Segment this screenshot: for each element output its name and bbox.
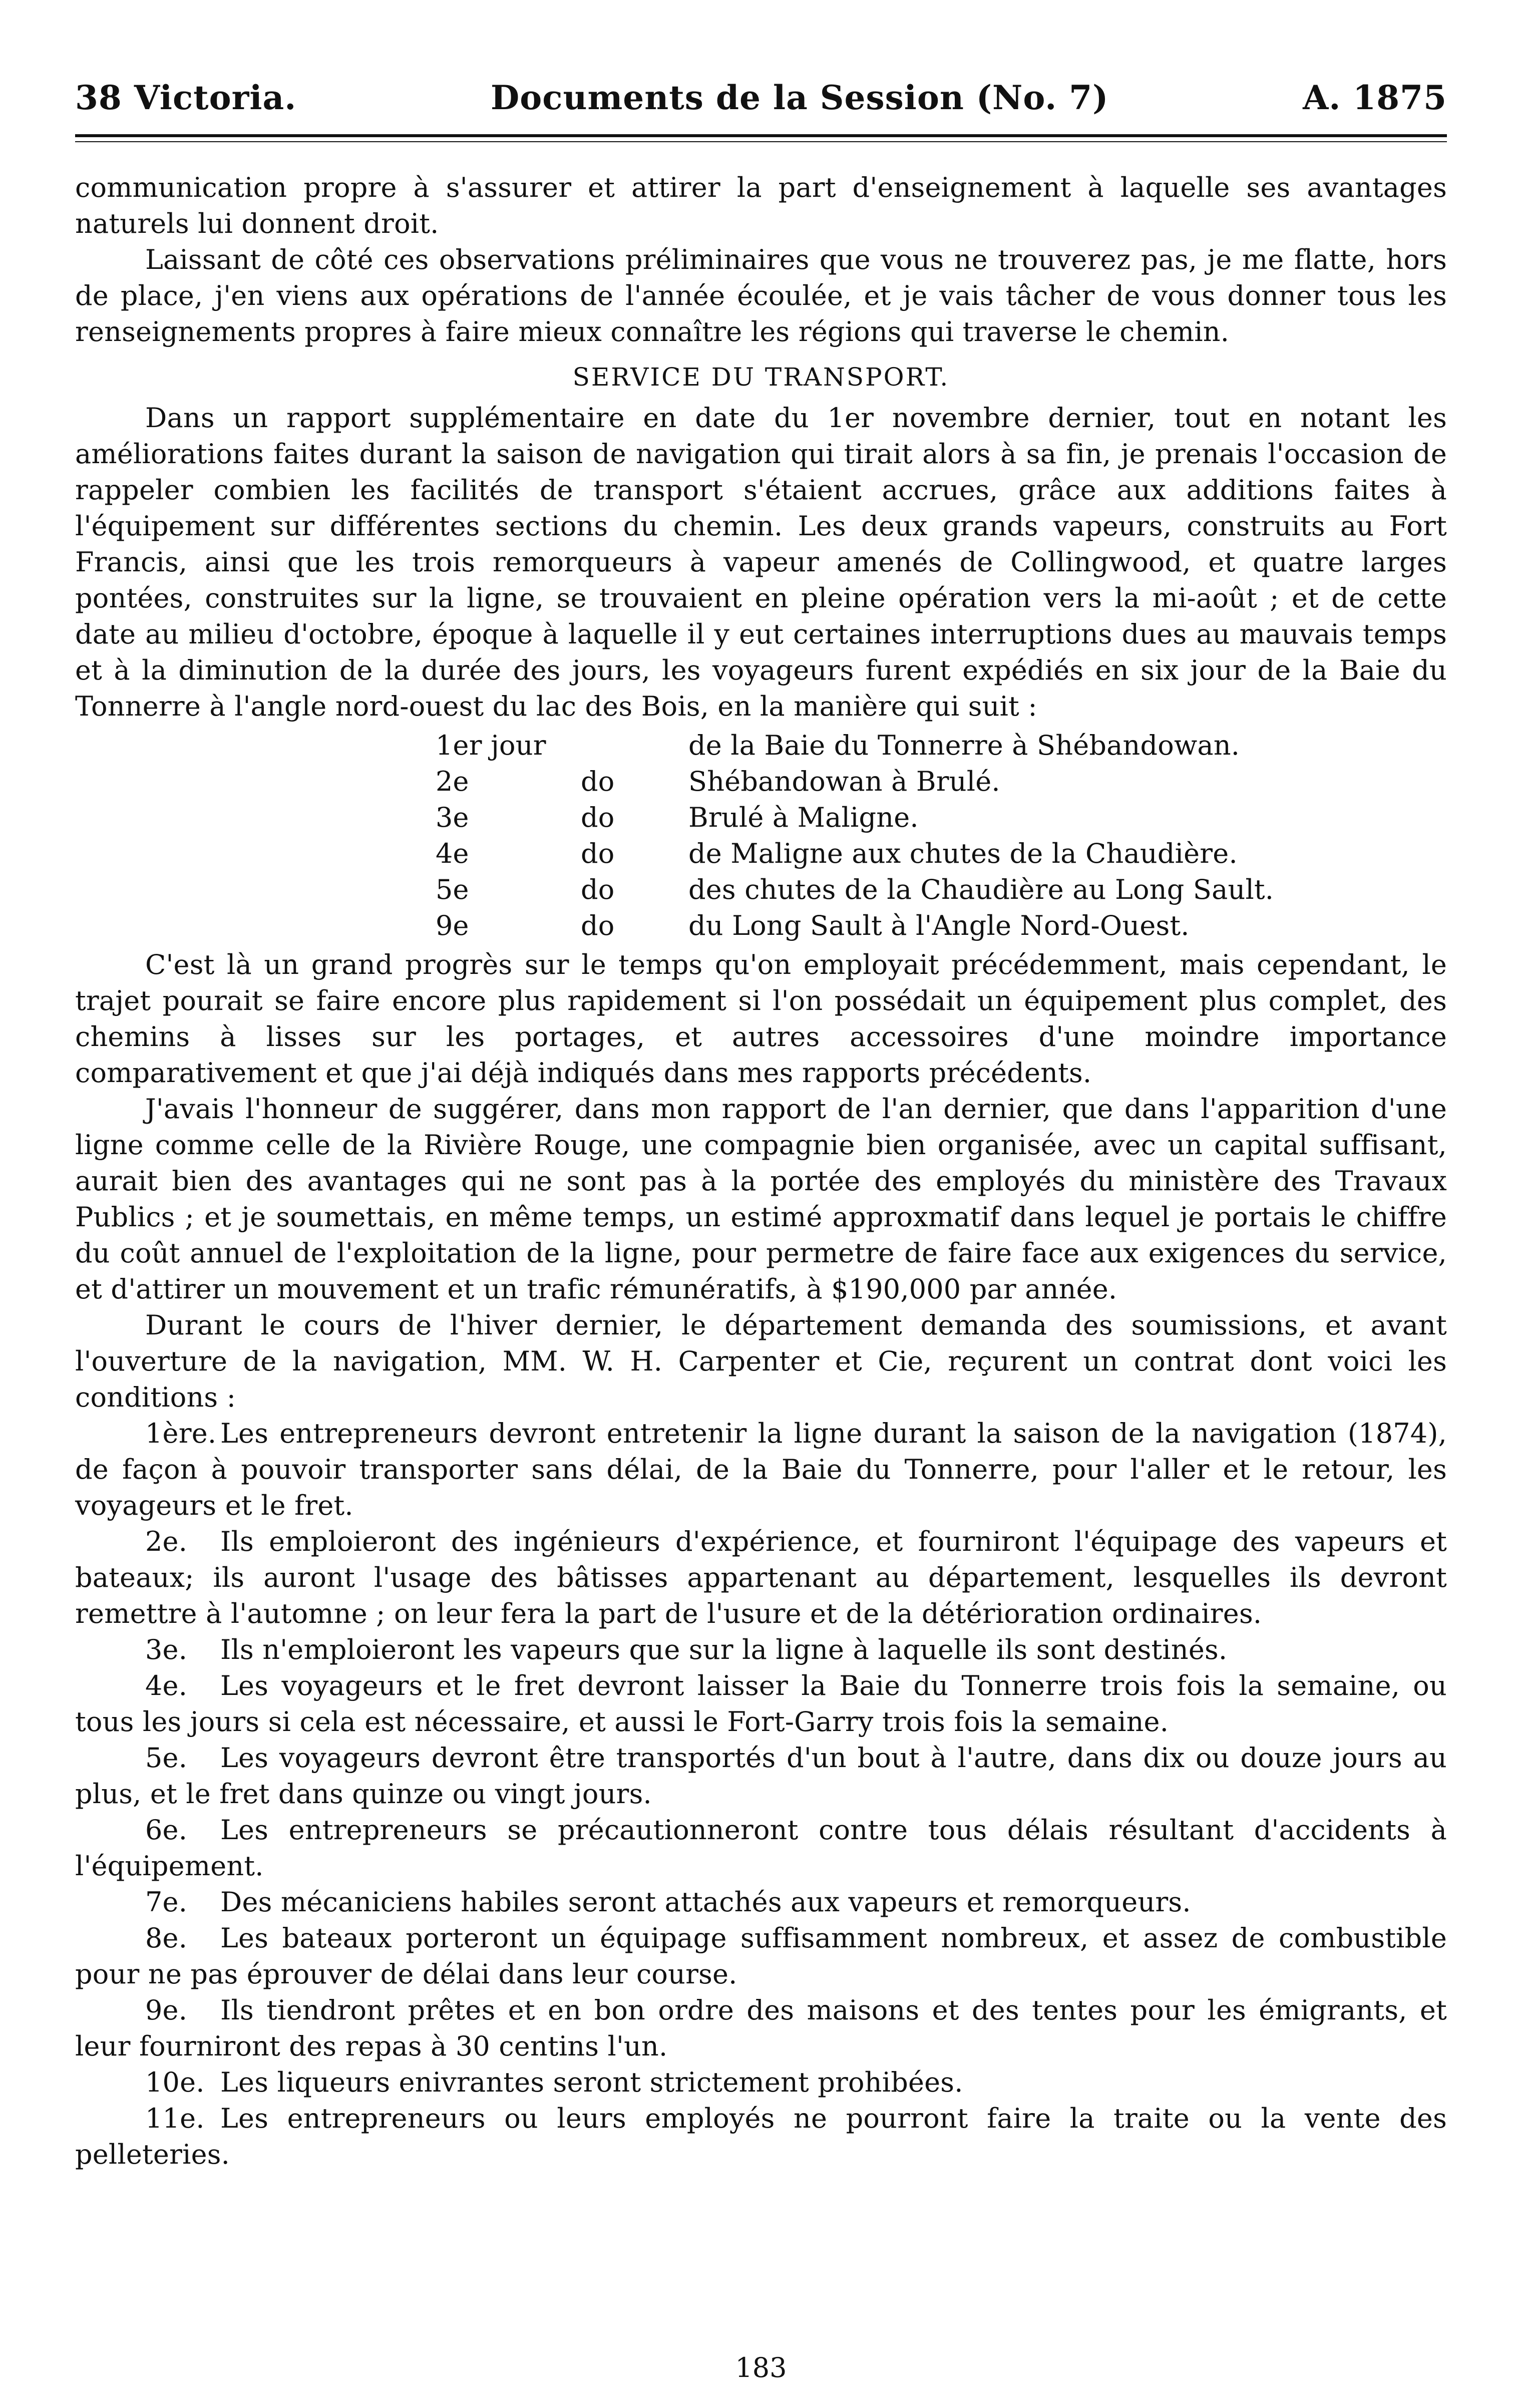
condition-text: Ils emploieront des ingénieurs d'expérience, et fourniront l'équipage des vapeurs et bateaux; ils auront l'usage des bâtisses appartenant au département, lesquelles ils devront remettre à l'automne ; on leur fera la part de l'usure et de la détérioration ordinaires. — [75, 1526, 1447, 1629]
itinerary-row — [75, 836, 1447, 872]
itinerary-ditto: do — [581, 838, 615, 869]
condition-number: 9e. — [145, 1994, 188, 2026]
running-header — [75, 75, 1447, 125]
itinerary-row — [75, 728, 1447, 764]
paragraph: communication propre à s'assurer et attirer la part d'enseignement à laquelle ses avantages naturels lui donnent droit. — [75, 172, 1447, 239]
itinerary-ditto: do — [581, 766, 615, 797]
paragraph: Dans un rapport supplémentaire en date du 1er novembre dernier, tout en notant les améliorations faites durant la saison de navigation qui tirait alors à sa fin, je prenais l'occasion de rappeler combien les facilités de transport s'étaient accrues, grâce aux additions faites à l'équipement sur différentes sections du chemin. Les deux grands vapeurs, construits au Fort Francis, ainsi que les trois remorqueurs à vapeur amenés de Collingwood, et quatre larges pontées, construites sur la ligne, se trouvaient en pleine opération vers la mi-août ; et de cette date au milieu d'octobre, époque à laquelle il y eut certaines interruptions dues au mauvais temps et à la diminution de la durée des jours, les voyageurs furent expédiés en six jour de la Baie du Tonnerre à l'angle nord-ouest du lac des Bois, en la manière qui suit : — [75, 402, 1447, 722]
paragraph: C'est là un grand progrès sur le temps qu'on employait précédemment, mais cependant, le trajet pourait se faire encore plus rapidement si l'on possédait un équipement plus complet, des chemins à lisses sur les portages, et autres accessoires d'une moindre importance comparativement et que j'ai déjà indiqués dans mes rapports précédents. — [75, 949, 1447, 1089]
page-number: 183 — [735, 2352, 787, 2383]
itinerary-ditto — [581, 728, 688, 764]
itinerary-route: des chutes de la Chaudière au Long Sault. — [688, 874, 1274, 905]
itinerary-day: 4e — [436, 838, 469, 869]
condition-number: 11e. — [145, 2103, 205, 2134]
itinerary-route: Shébandowan à Brulé. — [688, 766, 1000, 797]
condition-text: Ils tiendront prêtes et en bon ordre des maisons et des tentes pour les émigrants, et leur fourniront des repas à 30 centins l'un. — [75, 1994, 1447, 2062]
header-right: A. 1875 — [1303, 78, 1447, 117]
itinerary-row — [75, 908, 1447, 944]
condition-number: 10e. — [145, 2067, 205, 2098]
condition-item — [75, 1884, 1447, 1920]
condition-item — [75, 1812, 1447, 1884]
itinerary-ditto: do — [581, 910, 615, 941]
paragraph: Durant le cours de l'hiver dernier, le département demanda des soumissions, et avant l'ouverture de la navigation, MM. W. H. Carpenter et Cie, reçurent un contrat dont voici les conditions : — [75, 1309, 1447, 1413]
paragraph: J'avais l'honneur de suggérer, dans mon rapport de l'an dernier, que dans l'apparition d'une ligne comme celle de la Rivière Rouge, une compagnie bien organisée, avec un capital suffisant, aurait bien des avantages qui ne sont pas à la portée des employés du ministère des Travaux Publics ; et je soumettais, en même temps, un estimé approxmatif dans lequel je portais le chiffre du coût annuel de l'exploitation de la ligne, pour permetre de faire face aux exigences du service, et d'attirer un mouvement et un trafic rémunératifs, à $190,000 par année. — [75, 1093, 1447, 1305]
condition-number: 6e. — [145, 1814, 188, 1846]
condition-item — [75, 1524, 1447, 1632]
condition-number: 2e. — [145, 1526, 188, 1557]
condition-text: Les entrepreneurs devront entretenir la ligne durant la saison de la navigation (1874), de façon à pouvoir transporter sans délai, de la Baie du Tonnerre, pour l'aller et le retour, les voyageurs et le fret. — [75, 1418, 1447, 1521]
page-body — [75, 170, 1447, 2173]
header-rule-thick — [75, 134, 1447, 137]
condition-number: 4e. — [145, 1670, 188, 1701]
itinerary-route: de Maligne aux chutes de la Chaudière. — [688, 838, 1238, 869]
itinerary-ditto: do — [581, 802, 615, 833]
condition-item — [75, 1740, 1447, 1812]
itinerary-ditto: do — [581, 874, 615, 905]
paragraph: Laissant de côté ces observations préliminaires que vous ne trouverez pas, je me flatte, hors de place, j'en viens aux opérations de l'année écoulée, et je vais tâcher de vous donner tous les renseignements propres à faire mieux connaître les régions qui traverse le chemin. — [75, 244, 1447, 348]
condition-number: 3e. — [145, 1634, 188, 1665]
itinerary-day: 5e — [436, 874, 469, 905]
header-left: 38 Victoria. — [75, 78, 297, 117]
condition-item — [75, 1920, 1447, 1992]
condition-text: Les liqueurs enivrantes seront strictement prohibées. — [220, 2067, 963, 2098]
itinerary-route: du Long Sault à l'Angle Nord-Ouest. — [688, 910, 1190, 941]
condition-text: Des mécaniciens habiles seront attachés aux vapeurs et remorqueurs. — [220, 1886, 1191, 1918]
itinerary-route: de la Baie du Tonnerre à Shébandowan. — [688, 730, 1240, 761]
itinerary-day: 1er jour — [436, 730, 546, 761]
condition-number: 7e. — [145, 1886, 188, 1918]
itinerary-day: 3e — [436, 802, 469, 833]
condition-number: 1ère. — [145, 1418, 217, 1449]
condition-number: 8e. — [145, 1922, 188, 1954]
itinerary-row — [75, 872, 1447, 908]
itinerary-row — [75, 764, 1447, 800]
itinerary-day: 9e — [436, 910, 469, 941]
condition-text: Les voyageurs et le fret devront laisser la Baie du Tonnerre trois fois la semaine, ou tous les jours si cela est nécessaire, et aussi le Fort-Garry trois fois la semaine. — [75, 1670, 1447, 1738]
condition-text: Les voyageurs devront être transportés d'un bout à l'autre, dans dix ou douze jours au plus, et le fret dans quinze ou vingt jours. — [75, 1742, 1447, 1810]
condition-text: Les bateaux porteront un équipage suffisamment nombreux, et assez de combustible pour ne pas éprouver de délai dans leur course. — [75, 1922, 1447, 1990]
condition-text: Les entrepreneurs se précautionneront contre tous délais résultant d'accidents à l'équipement. — [75, 1814, 1447, 1882]
document-page — [75, 75, 1447, 2388]
condition-item — [75, 2101, 1447, 2173]
itinerary-route: Brulé à Maligne. — [688, 802, 919, 833]
itinerary-row — [75, 800, 1447, 836]
itinerary-table — [75, 728, 1447, 944]
condition-item — [75, 1668, 1447, 1740]
condition-text: Les entrepreneurs ou leurs employés ne pourront faire la traite ou la vente des pelleteries. — [75, 2103, 1447, 2170]
section-heading: SERVICE DU TRANSPORT. — [572, 363, 950, 392]
condition-item — [75, 1416, 1447, 1524]
header-rule-thin — [75, 141, 1447, 142]
condition-text: Ils n'emploieront les vapeurs que sur la ligne à laquelle ils sont destinés. — [220, 1634, 1228, 1665]
condition-item — [75, 2065, 1447, 2101]
itinerary-day: 2e — [436, 766, 469, 797]
condition-item — [75, 1992, 1447, 2065]
condition-item — [75, 1632, 1447, 1668]
condition-number: 5e. — [145, 1742, 188, 1774]
header-title: Documents de la Session (No. 7) — [491, 78, 1109, 117]
